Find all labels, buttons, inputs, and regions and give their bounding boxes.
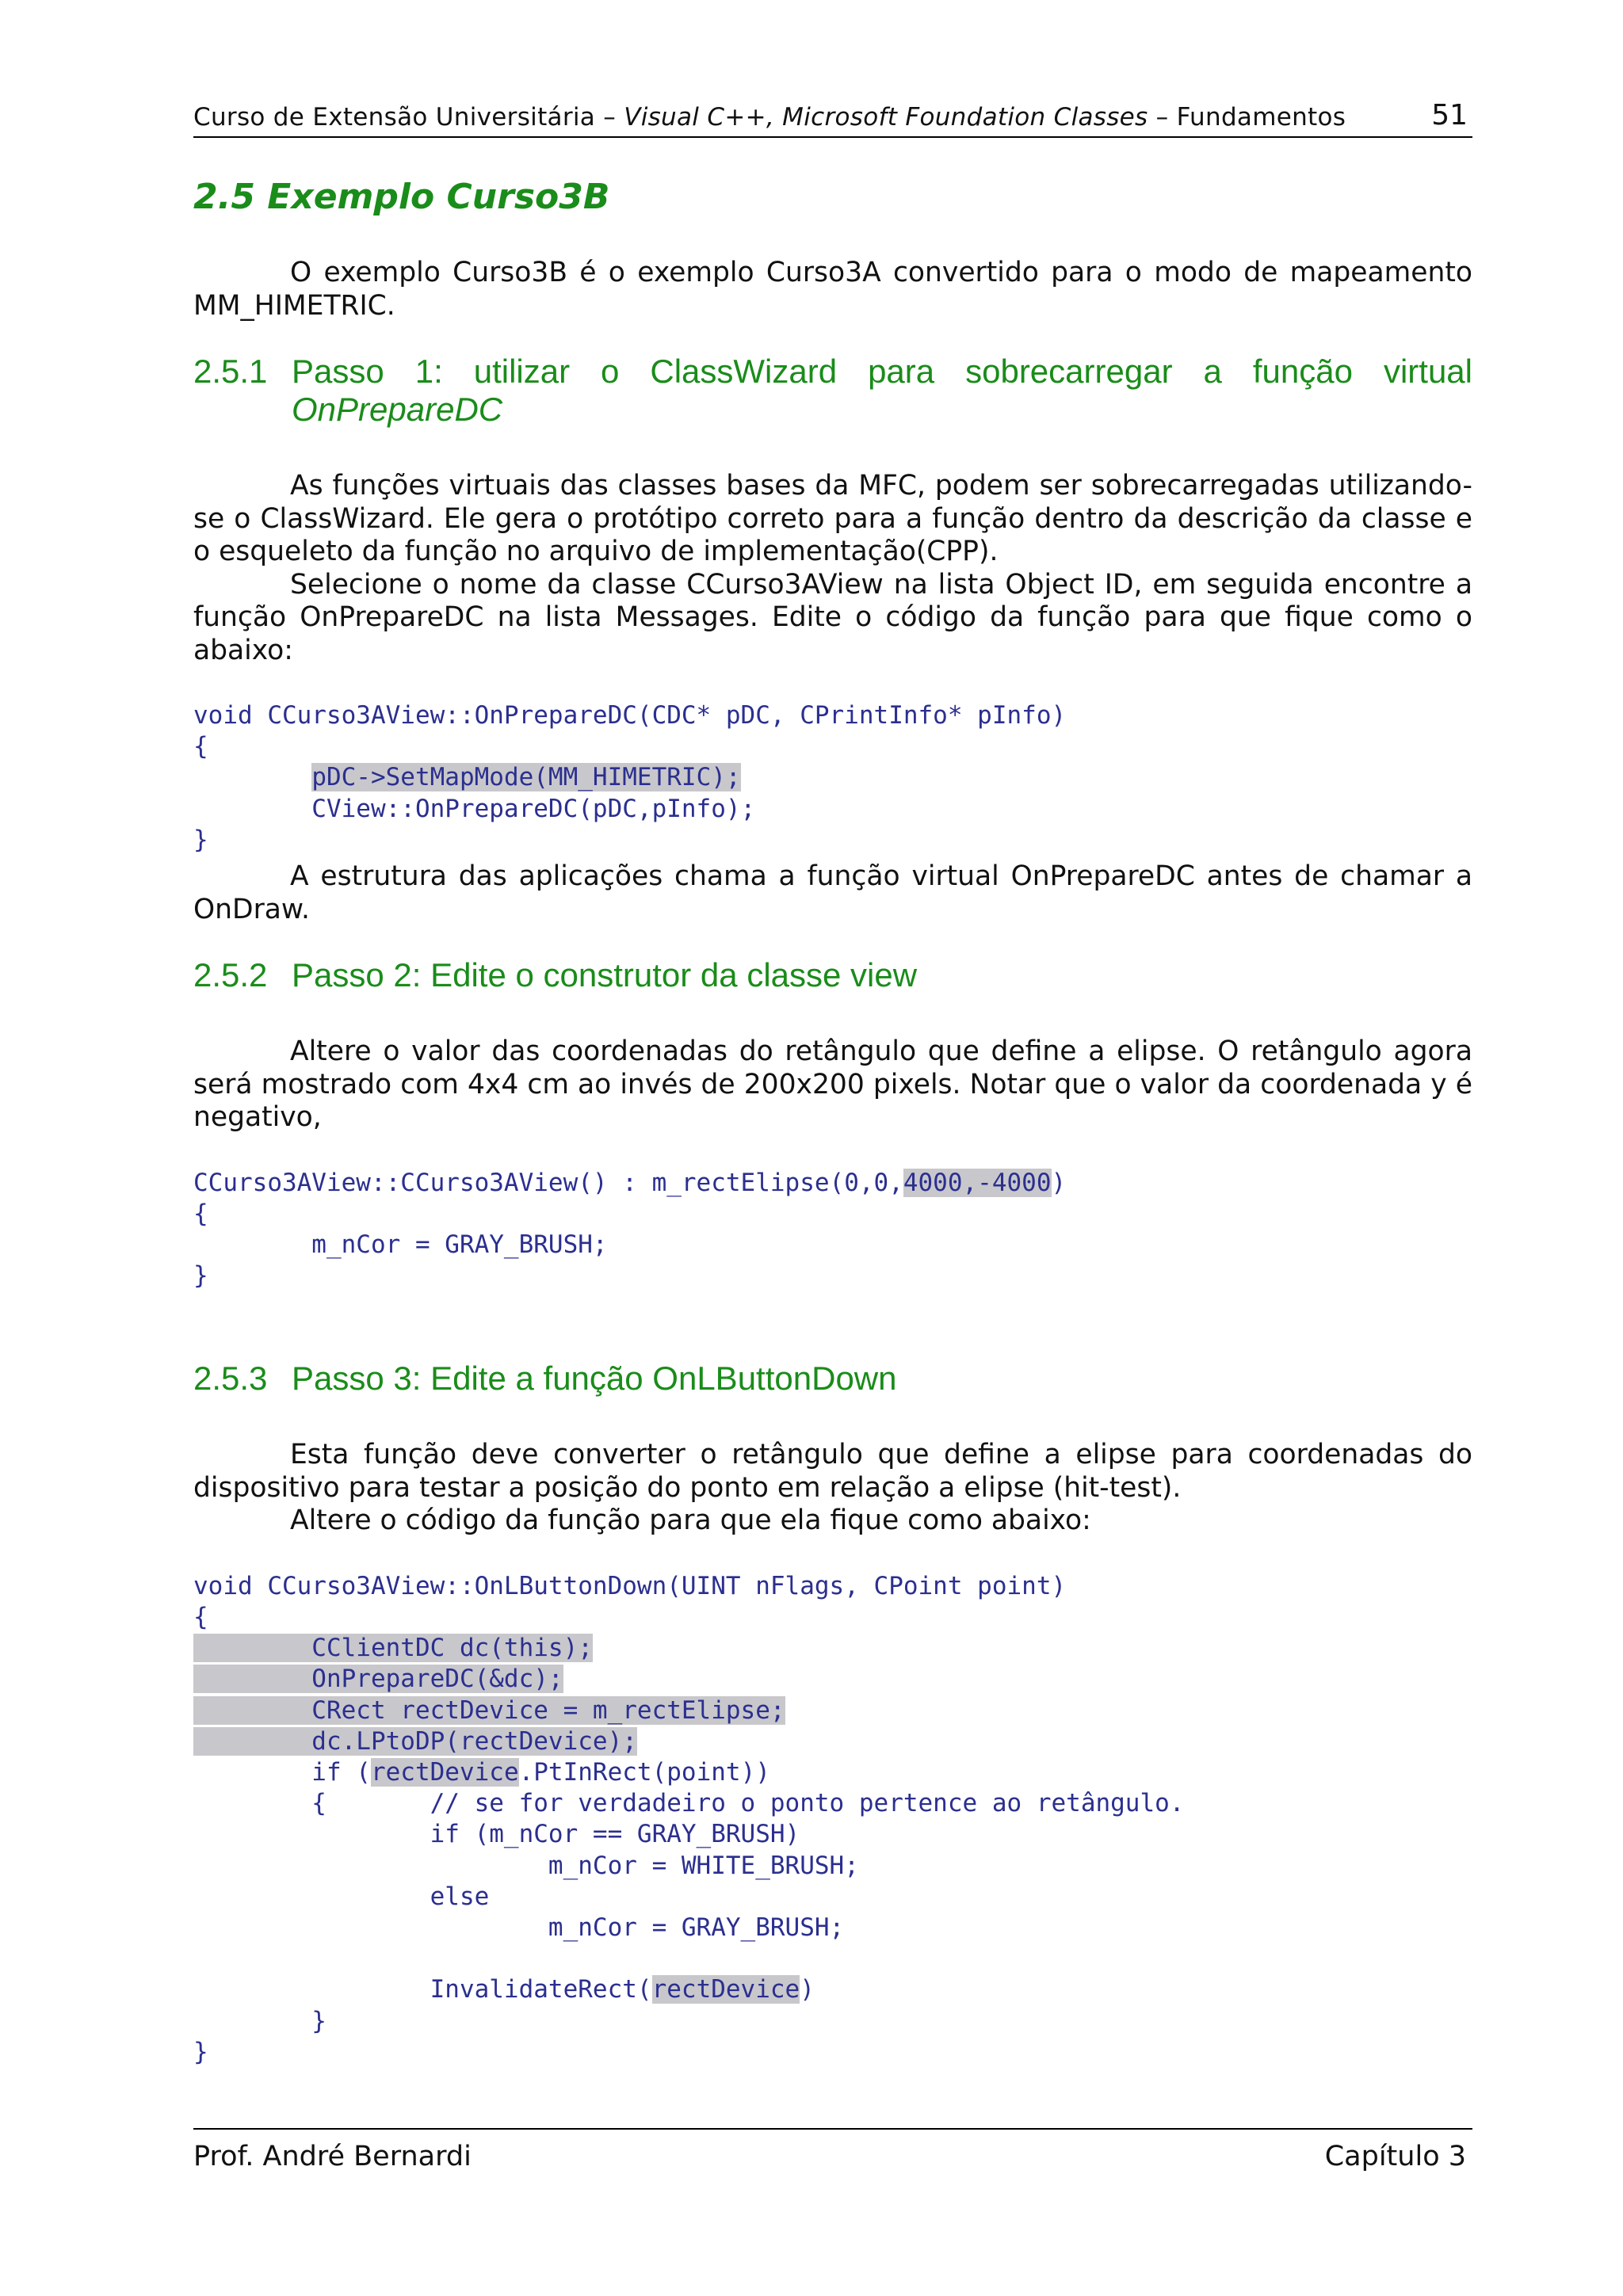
code-block-constructor: [193, 1168, 1472, 1292]
code-highlight: rectDevice: [651, 1975, 800, 2004]
code-line-highlighted: CClientDC dc(this);: [193, 1634, 593, 1663]
step1-paragraph-2: Selecione o nome da classe CCurso3AView na lista Object ID, em seguida encontre a função OnPrepareDC na lista Messages. Edite o código da função para que fique como o abaixo:: [193, 568, 1472, 666]
code-line-highlighted: dc.LPtoDP(rectDevice);: [193, 1726, 637, 1756]
code-line-highlighted: CRect rectDevice = m_rectElipse;: [193, 1695, 785, 1725]
code-line: {: [193, 1199, 208, 1228]
subsection-title: [292, 353, 1472, 429]
code-line: void CCurso3AView::OnPrepareDC(CDC* pDC, CPrintInfo* pInfo): [193, 701, 1067, 730]
subsection-title: Passo 2: Edite o construtor da classe view: [292, 956, 918, 994]
header-subject: Visual C++, Microsoft Foundation Classes: [624, 103, 1148, 132]
header-part: Fundamentos: [1176, 103, 1346, 132]
code-line-highlighted: [193, 763, 741, 791]
step3-paragraph-2: Altere o código da função para que ela fique como abaixo:: [290, 1505, 1091, 1537]
subsection-heading-step2: [193, 956, 1472, 994]
code-line: }: [193, 1261, 208, 1291]
code-line: CView::OnPrepareDC(pDC,pInfo);: [193, 794, 756, 823]
code-line: else: [193, 1882, 490, 1911]
code-line: {: [193, 732, 208, 761]
code-line: m_nCor = WHITE_BRUSH;: [193, 1851, 859, 1880]
subsection-title: Passo 3: Edite a função OnLButtonDown: [292, 1360, 897, 1398]
header-dash: –: [1148, 103, 1177, 132]
subsection-heading-step3: [193, 1360, 1472, 1398]
code-block-onpreparedc: [193, 700, 1472, 856]
code-line: void CCurso3AView::OnLButtonDown(UINT nFlags, CPoint point): [193, 1571, 1067, 1600]
code-line-highlighted: CCurso3AView::CCurso3AView() : m_rectElipse(0,0,4000,-4000): [193, 1168, 1067, 1197]
code-line: m_nCor = GRAY_BRUSH;: [193, 1230, 608, 1259]
subsection-heading-step1: [193, 353, 1472, 429]
code-block-onlbuttondown: [193, 1571, 1472, 2068]
step3-paragraph-1: Esta função deve converter o retângulo que define a elipse para coordenadas do dispositivo para testar a posição do ponto em relação a elipse (hit-test).: [193, 1439, 1472, 1504]
code-line: }: [193, 825, 208, 854]
code-line-highlighted: OnPrepareDC(&dc);: [193, 1665, 563, 1694]
code-highlight: 4000,-4000: [903, 1168, 1052, 1197]
page-content: [193, 166, 1472, 2068]
running-footer: [193, 2128, 1472, 2177]
subsection-number: 2.5.1: [193, 353, 268, 390]
step2-paragraph-1: Altere o valor das coordenadas do retângulo que define a elipse. O retângulo agora será mostrado com 4x4 cm ao invés de 200x200 pixels. Notar que o valor da coordenada y é negativo,: [193, 1035, 1472, 1134]
code-highlight: rectDevice: [370, 1758, 519, 1787]
header-course: Curso de Extensão Universitária: [193, 103, 596, 132]
code-line: m_nCor = GRAY_BRUSH;: [193, 1913, 845, 1943]
running-header: [193, 97, 1472, 138]
code-line: {: [193, 1603, 208, 1632]
code-highlight: pDC->SetMapMode(MM_HIMETRIC);: [311, 763, 741, 792]
code-line: if (m_nCor == GRAY_BRUSH): [193, 1820, 800, 1849]
header-dash: –: [595, 103, 624, 132]
subsection-title-line2: OnPrepareDC: [292, 391, 503, 428]
section-title: 2.5 Exemplo Curso3B: [193, 177, 610, 217]
code-line: InvalidateRect(rectDevice): [193, 1975, 815, 2004]
subsection-number: 2.5.3: [193, 1360, 268, 1398]
subsection-title-line1: Passo 1: utilizar o ClassWizard para sobrecarregar a função virtual: [292, 353, 1472, 390]
footer-chapter: Capítulo 3: [1324, 2141, 1466, 2172]
code-line: }: [193, 2037, 208, 2066]
code-line: if (rectDevice.PtInRect(point)): [193, 1758, 770, 1787]
page-number: 51: [1431, 99, 1468, 132]
header-text: [193, 103, 1346, 132]
subsection-number: 2.5.2: [193, 956, 268, 994]
code-line: }: [193, 2006, 327, 2035]
code-line: { // se for verdadeiro o ponto pertence ao retângulo.: [193, 1789, 1185, 1818]
footer-author: Prof. André Bernardi: [193, 2141, 472, 2172]
intro-paragraph: O exemplo Curso3B é o exemplo Curso3A convertido para o modo de mapeamento MM_HIMETRIC.: [193, 257, 1472, 322]
step1-paragraph-3: A estrutura das aplicações chama a função virtual OnPrepareDC antes de chamar a OnDraw.: [193, 860, 1472, 925]
step1-paragraph-1: As funções virtuais das classes bases da MFC, podem ser sobrecarregadas utilizando-se o ClassWizard. Ele gera o protótipo correto para a função dentro da descrição da classe e o esqueleto da função no arquivo de implementação(CPP).: [193, 470, 1472, 567]
